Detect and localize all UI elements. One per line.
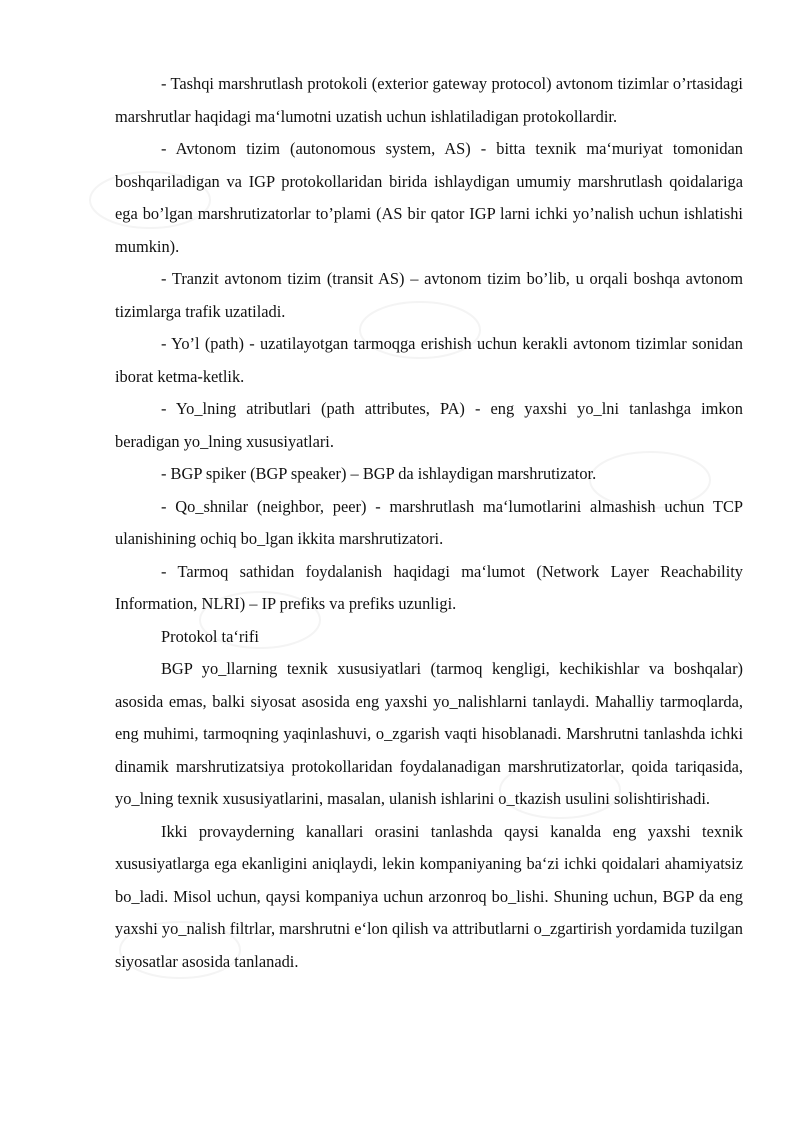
paragraph-provider-selection: Ikki provayderning kanallari orasini tanlashda qaysi kanalda eng yaxshi texnik xususiyatlarga ega ekanligini aniqlaydi, lekin kompaniyaning ba‘zi ichki qoidalari ahamiyatsiz bo_ladi. Misol uchun, qaysi kompaniya uchun arzonroq bo_lishi. Shuning uchun, BGP da eng yaxshi yo_nalish filtrlar, marshrutni e‘lon qilish va attributlarni o_zgartirish yordamida tuzilgan siyosatlar asosida tanlanadi.: [115, 821, 743, 971]
definition-path: - Yo’l (path) - uzatilayotgan tarmoqga erishish uchun kerakli avtonom tizimlar sonidan iborat ketma-ketlik.: [115, 334, 743, 386]
section-heading-protocol-definition: Protokol ta‘rifi: [161, 626, 259, 646]
definition-path-attributes: - Yo_lning atributlari (path attributes, PA) - eng yaxshi yo_lni tanlashga imkon beradigan yo_lning xususiyatlari.: [115, 399, 743, 451]
document-body: [115, 68, 743, 978]
definition-transit-as: - Tranzit avtonom tizim (transit AS) – avtonom tizim bo’lib, u orqali boshqa avtonom tizimlarga trafik uzatiladi.: [115, 269, 743, 321]
definition-autonomous-system: - Avtonom tizim (autonomous system, AS) - bitta texnik ma‘muriyat tomonidan boshqariladigan va IGP protokollaridan birida ishlaydigan umumiy marshrutlash qoidalariga ega bo’lgan marshrutizatorlar to’plami (AS bir qator IGP larni ichki yo’nalish uchun ishlatishi mumkin).: [115, 139, 743, 256]
paragraph-bgp-policy: BGP yo_llarning texnik xususiyatlari (tarmoq kengligi, kechikishlar va boshqalar) asosida emas, balki siyosat asosida eng yaxshi yo_nalishlarni tanlaydi. Mahalliy tarmoqlarda, eng muhimi, tarmoqning yaqinlashuvi, o_zgarish vaqti hisoblanadi. Marshrutni tanlashda ichki dinamik marshrutizatsiya protokollaridan foydalanadigan marshrutizatorlar, qoida tariqasida, yo_lning texnik xususiyatlarini, masalan, ulanish ishlarini o_tkazish usulini solishtirishadi.: [115, 659, 743, 808]
definition-exterior-gateway-protocol: - Tashqi marshrutlash protokoli (exterior gateway protocol) avtonom tizimlar o’rtasidagi marshrutlar haqidagi ma‘lumotni uzatish uchun ishlatiladigan protokollardir.: [115, 74, 743, 126]
definition-nlri: - Tarmoq sathidan foydalanish haqidagi ma‘lumot (Network Layer Reachability Information, NLRI) – IP prefiks va prefiks uzunligi.: [115, 561, 743, 613]
definition-neighbors: - Qo_shnilar (neighbor, peer) - marshrutlash ma‘lumotlarini almashish uchun TCP ulanishining ochiq bo_lgan ikkita marshrutizatori.: [115, 496, 743, 548]
definition-bgp-speaker: - BGP spiker (BGP speaker) – BGP da ishlaydigan marshrutizator.: [161, 464, 597, 483]
